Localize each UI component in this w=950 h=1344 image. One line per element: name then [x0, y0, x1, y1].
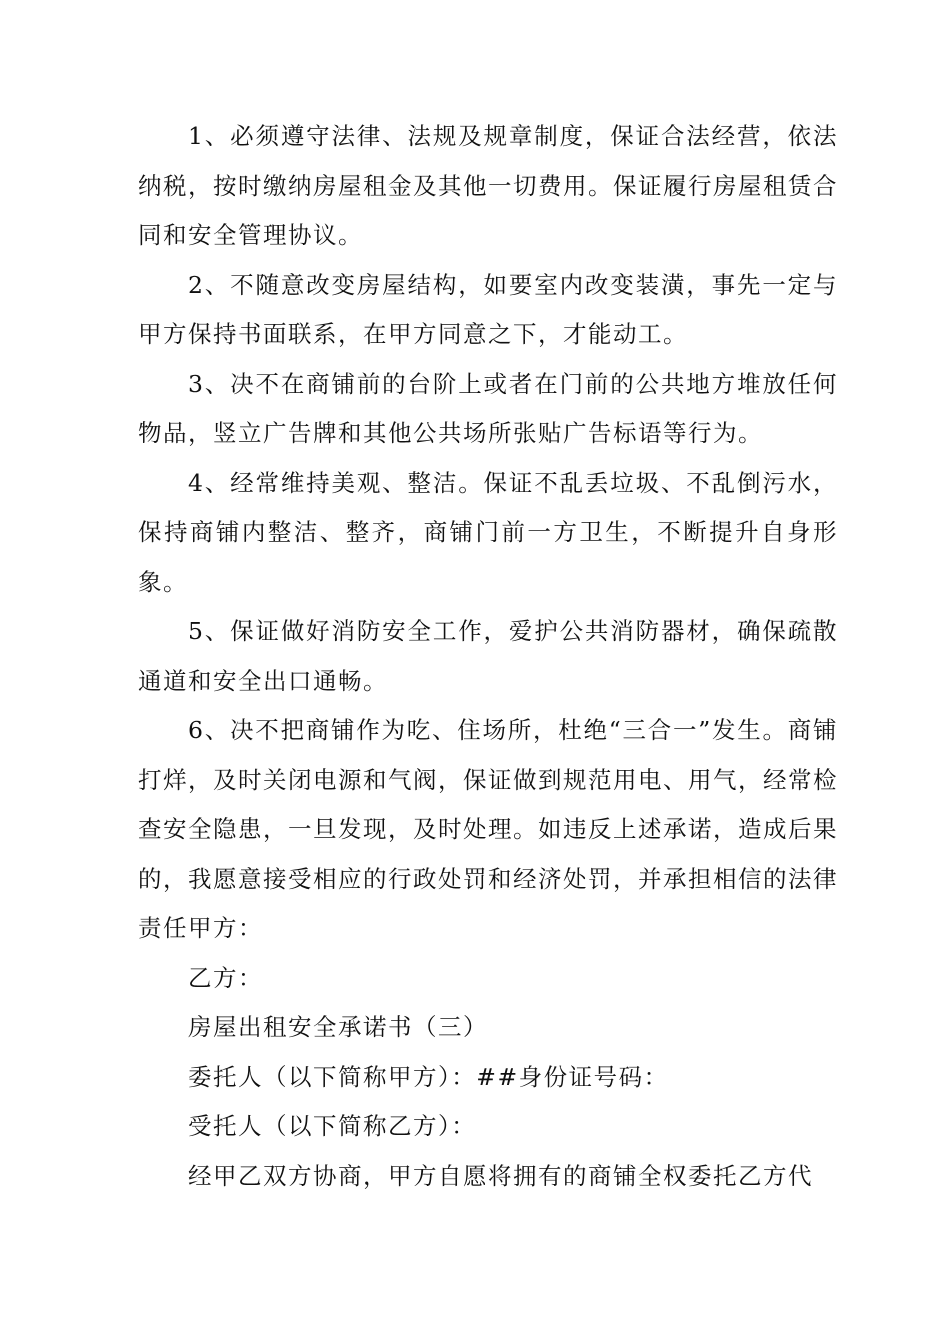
- clause-4: 4、经常维持美观、整洁。保证不乱丢垃圾、不乱倒污水，保持商铺内整洁、整齐，商铺门前一方卫生，不断提升自身形象。: [138, 468, 838, 596]
- clause-6: 6、决不把商铺作为吃、住场所，杜绝“三合一”发生。商铺打烊，及时关闭电源和气阀，保证做到规范用电、用气，经常检查安全隐患，一旦发现，及时处理。如违反上述承诺，造成后果的，我愿意接受相应的行政处罚和经济处罚，并承担相信的法律责任甲方：: [138, 716, 838, 942]
- agent-line: 受托人（以下简称乙方）：: [188, 1112, 477, 1140]
- clause-1: 1、必须遵守法律、法规及规章制度，保证合法经营，依法纳税，按时缴纳房屋租金及其他一切费用。保证履行房屋租赁合同和安全管理协议。: [138, 122, 838, 249]
- party-b-label: 乙方：: [188, 963, 263, 992]
- clause-5: 5、保证做好消防安全工作，爱护公共消防器材，确保疏散通道和安全出口通畅。: [138, 617, 838, 695]
- clause-3: 3、决不在商铺前的台阶上或者在门前的公共地方堆放任何物品，竖立广告牌和其他公共场所张贴广告标语等行为。: [138, 369, 838, 447]
- agreement-text: 经甲乙双方协商，甲方自愿将拥有的商铺全权委托乙方代: [188, 1161, 813, 1190]
- principal-line: 委托人（以下简称甲方）：##身份证号码：: [188, 1062, 669, 1091]
- clause-2: 2、不随意改变房屋结构，如要室内改变装潢，事先一定与甲方保持书面联系，在甲方同意之下，才能动工。: [138, 270, 838, 348]
- document-body: [138, 112, 838, 1201]
- document-heading: 房屋出租安全承诺书（三）: [188, 1013, 488, 1041]
